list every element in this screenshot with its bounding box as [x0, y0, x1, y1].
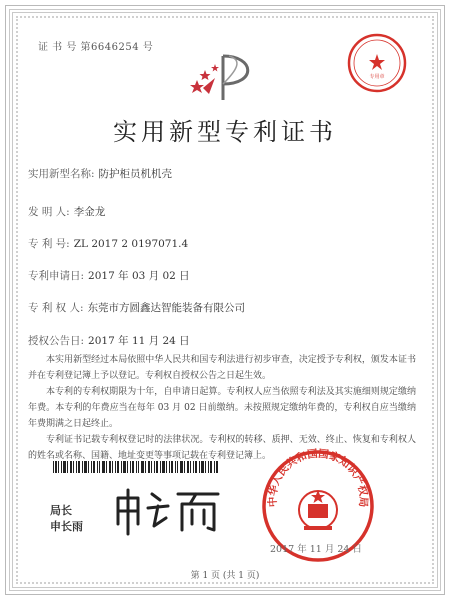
field-value: 2017 年 03 月 02 日	[88, 270, 190, 282]
director-title: 局长	[50, 504, 72, 517]
field-label: 授权公告日:	[28, 335, 85, 347]
company-seal-icon	[346, 32, 408, 94]
field-row-name	[28, 166, 172, 181]
field-row-patentee	[28, 300, 245, 315]
page-footer: 第 1 页 (共 1 页)	[190, 571, 260, 581]
field-row-application-date	[28, 268, 190, 283]
field-row-inventor	[28, 204, 105, 219]
field-value: 东莞市方圆鑫达智能装备有限公司	[87, 302, 246, 314]
handwritten-signature-icon	[108, 484, 228, 539]
seal-date: 2017 年 11 月 24 日	[270, 544, 362, 555]
field-value: 李金龙	[73, 206, 106, 218]
certificate-number: 证 书 号 第6646254 号	[38, 42, 154, 53]
seal-text: 中华人民共和国国家知识产权局	[266, 448, 370, 508]
field-label: 实用新型名称:	[28, 168, 95, 180]
barcode-icon	[53, 461, 218, 473]
field-value: 防护柜员机机壳	[98, 168, 173, 180]
field-row-patent-number	[28, 236, 188, 251]
field-label: 专利申请日:	[28, 270, 85, 282]
paragraph: 本实用新型经过本局依照中华人民共和国专利法进行初步审查，决定授予专利权，颁发本证书并在专利登记簿上予以登记。专利权自授权公告之日起生效。	[28, 355, 416, 381]
field-label: 专 利 权 人:	[28, 302, 84, 314]
field-row-grant-date	[28, 333, 190, 348]
certificate-title: 实用新型专利证书	[113, 118, 337, 146]
field-label: 专 利 号:	[28, 238, 70, 250]
patent-office-logo-icon	[185, 50, 265, 105]
field-label: 发 明 人:	[28, 206, 70, 218]
director-name: 申长雨	[50, 520, 83, 533]
paragraph: 本专利的专利权期限为十年，自申请日起算。专利权人应当依照专利法及其实施细则规定缴纳年费。本专利的年费应当在每年 03 月 02 日前缴纳。未按照规定缴纳年费的，专利权自应当缴纳年费期满之日起终止。	[28, 387, 416, 429]
svg-text:专用章: 专用章	[369, 74, 385, 80]
field-value: 2017 年 11 月 24 日	[88, 335, 190, 347]
paragraph: 专利证书记载专利权登记时的法律状况。专利权的转移、质押、无效、终止、恢复和专利权人的姓名或名称、国籍、地址变更等事项记载在专利登记簿上。	[28, 435, 416, 461]
field-value: ZL 2017 2 0197071.4	[73, 238, 189, 250]
